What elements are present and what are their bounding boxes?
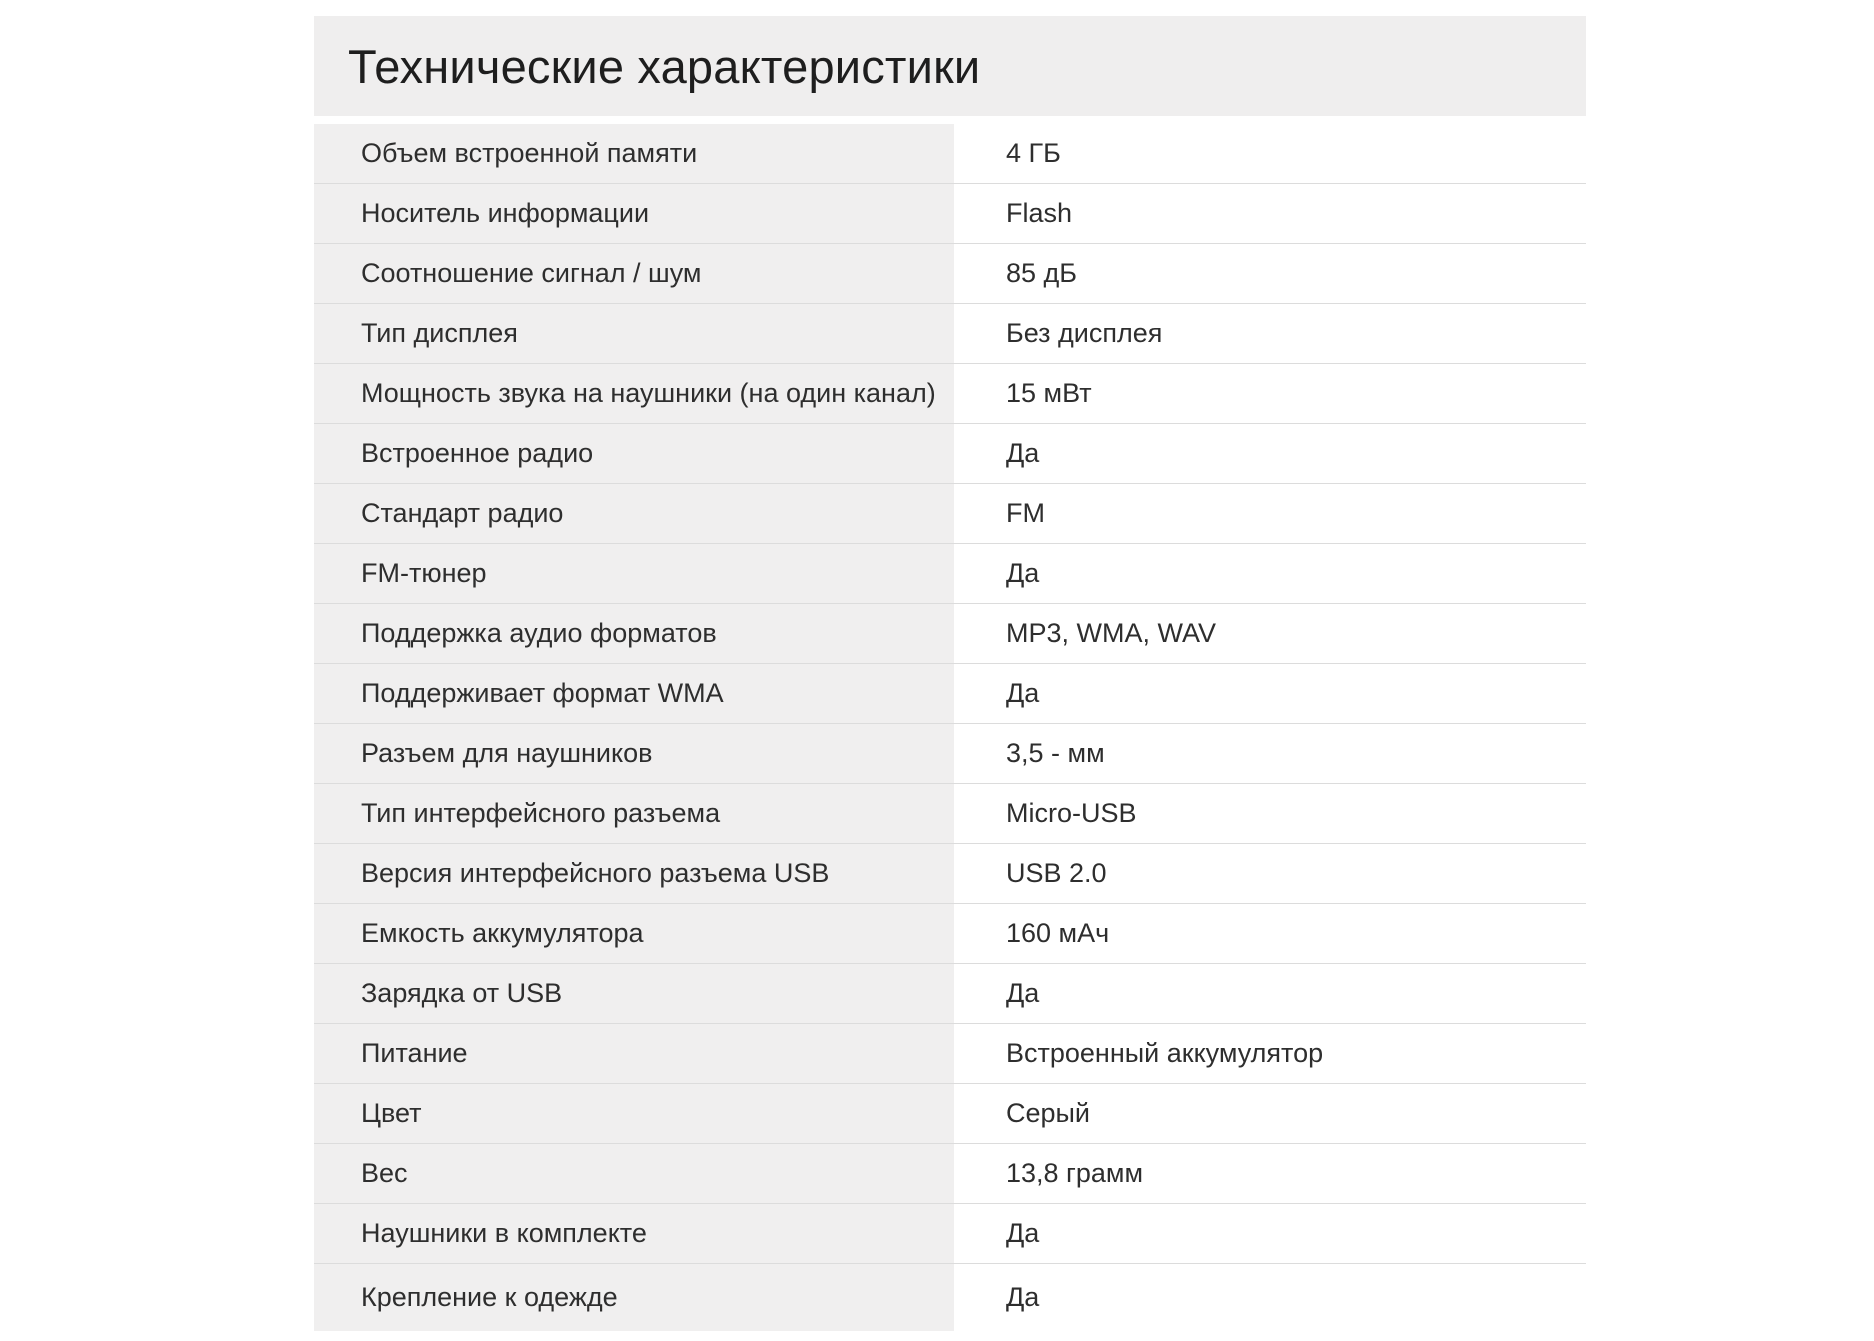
spec-label: Поддержка аудио форматов bbox=[314, 604, 954, 664]
spec-row bbox=[314, 1144, 1586, 1204]
spec-value: Да bbox=[954, 544, 1586, 604]
spec-value: 3,5 - мм bbox=[954, 724, 1586, 784]
spec-row bbox=[314, 184, 1586, 244]
spec-value: 160 мАч bbox=[954, 904, 1586, 964]
spec-value: Да bbox=[954, 964, 1586, 1024]
spec-label: Поддерживает формат WMA bbox=[314, 664, 954, 724]
spec-label: Версия интерфейсного разъема USB bbox=[314, 844, 954, 904]
page-title: Технические характеристики bbox=[348, 39, 981, 93]
spec-label: Вес bbox=[314, 1144, 954, 1204]
spec-row bbox=[314, 304, 1586, 364]
spec-label: Тип интерфейсного разъема bbox=[314, 784, 954, 844]
spec-value: Серый bbox=[954, 1084, 1586, 1144]
spec-row bbox=[314, 484, 1586, 544]
spec-row bbox=[314, 844, 1586, 904]
spec-value: Micro-USB bbox=[954, 784, 1586, 844]
spec-value: FM bbox=[954, 484, 1586, 544]
spec-row bbox=[314, 1264, 1586, 1331]
spec-label: Разъем для наушников bbox=[314, 724, 954, 784]
spec-label: Зарядка от USB bbox=[314, 964, 954, 1024]
spec-label: Мощность звука на наушники (на один канал) bbox=[314, 364, 954, 424]
spec-value: USB 2.0 bbox=[954, 844, 1586, 904]
spec-value: Встроенный аккумулятор bbox=[954, 1024, 1586, 1084]
spec-row bbox=[314, 604, 1586, 664]
spec-label: Стандарт радио bbox=[314, 484, 954, 544]
spec-header bbox=[314, 16, 1586, 116]
spec-value: Да bbox=[954, 664, 1586, 724]
spec-row bbox=[314, 124, 1586, 184]
spec-label: Питание bbox=[314, 1024, 954, 1084]
spec-value: MP3, WMA, WAV bbox=[954, 604, 1586, 664]
spec-card bbox=[314, 16, 1586, 1331]
spec-value: 4 ГБ bbox=[954, 124, 1586, 184]
spec-label: Цвет bbox=[314, 1084, 954, 1144]
spec-value: 15 мВт bbox=[954, 364, 1586, 424]
spec-row bbox=[314, 1024, 1586, 1084]
spec-label: Объем встроенной памяти bbox=[314, 124, 954, 184]
spec-label: FM-тюнер bbox=[314, 544, 954, 604]
spec-label: Встроенное радио bbox=[314, 424, 954, 484]
spec-label: Крепление к одежде bbox=[314, 1264, 954, 1331]
spec-row bbox=[314, 784, 1586, 844]
spec-gap bbox=[314, 116, 1586, 124]
spec-value: Да bbox=[954, 1204, 1586, 1264]
spec-row bbox=[314, 424, 1586, 484]
spec-row bbox=[314, 364, 1586, 424]
spec-row bbox=[314, 664, 1586, 724]
spec-label: Носитель информации bbox=[314, 184, 954, 244]
spec-row bbox=[314, 904, 1586, 964]
spec-value: Flash bbox=[954, 184, 1586, 244]
spec-row bbox=[314, 244, 1586, 304]
spec-value: Да bbox=[954, 1264, 1586, 1331]
spec-label: Тип дисплея bbox=[314, 304, 954, 364]
spec-value: 85 дБ bbox=[954, 244, 1586, 304]
spec-row bbox=[314, 724, 1586, 784]
spec-label: Наушники в комплекте bbox=[314, 1204, 954, 1264]
spec-row bbox=[314, 1204, 1586, 1264]
spec-value: Без дисплея bbox=[954, 304, 1586, 364]
spec-table bbox=[314, 124, 1586, 1331]
spec-label: Соотношение сигнал / шум bbox=[314, 244, 954, 304]
spec-value: 13,8 грамм bbox=[954, 1144, 1586, 1204]
spec-row bbox=[314, 544, 1586, 604]
spec-row bbox=[314, 964, 1586, 1024]
spec-row bbox=[314, 1084, 1586, 1144]
spec-value: Да bbox=[954, 424, 1586, 484]
spec-label: Емкость аккумулятора bbox=[314, 904, 954, 964]
